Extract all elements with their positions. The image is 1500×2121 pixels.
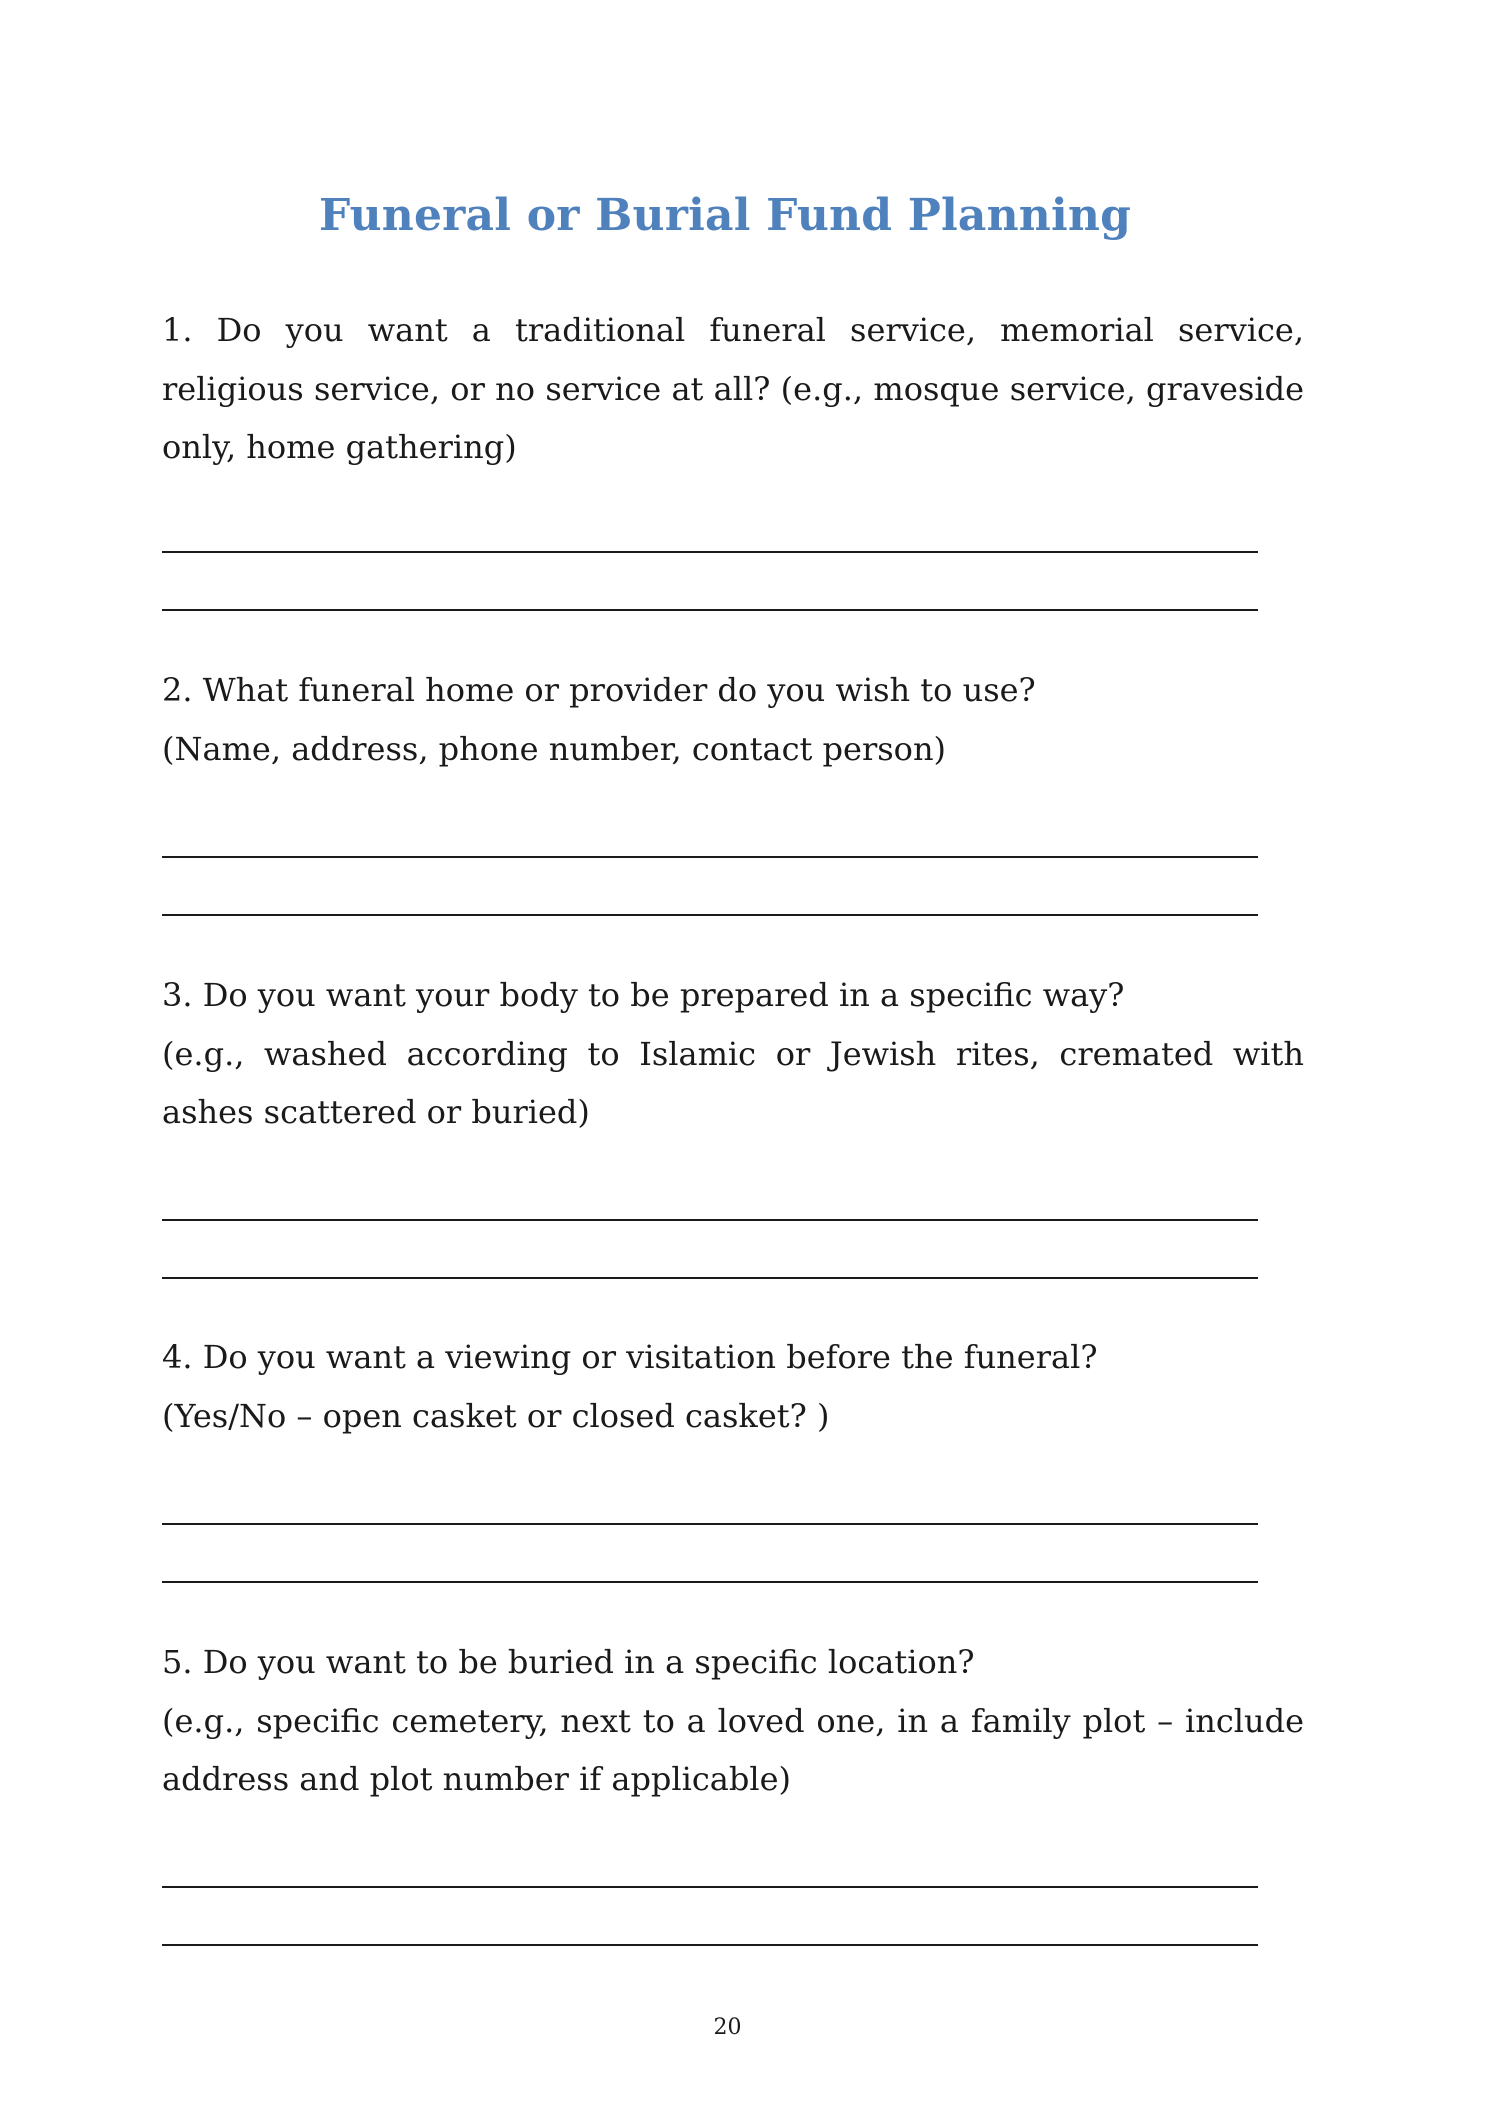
answer-line-4b[interactable] [162, 1581, 1258, 1583]
question-4 [162, 1328, 1304, 1445]
page-number: 20 [713, 2015, 742, 2040]
answer-line-2b[interactable] [162, 914, 1258, 916]
question-2 [162, 661, 1304, 778]
question-1 [162, 301, 1304, 477]
question-4-text: 4. Do you want a viewing or visitation before the funeral? [162, 1338, 1098, 1376]
answer-line-3a[interactable] [162, 1219, 1258, 1221]
answer-line-5a[interactable] [162, 1886, 1258, 1888]
question-3-text: 3. Do you want your body to be prepared in a specific way? [162, 976, 1125, 1014]
question-1-text: 1. Do you want a traditional funeral service, memorial service, religious service, or no service at all? (e.g., mosque service, graveside only, home gathering) [162, 311, 1304, 466]
question-2-text: 2. What funeral home or provider do you wish to use? [162, 671, 1036, 709]
question-5-hint: (e.g., specific cemetery, next to a loved one, in a family plot – include address and plot number if applicable) [162, 1701, 1304, 1798]
question-3 [162, 966, 1304, 1142]
page-title: Funeral or Burial Fund Planning [318, 190, 1132, 241]
answer-line-2a[interactable] [162, 856, 1258, 858]
question-3-hint: (e.g., washed according to Islamic or Jewish rites, cremated with ashes scattered or buried) [162, 1034, 1304, 1131]
answer-line-4a[interactable] [162, 1523, 1258, 1525]
answer-line-5b[interactable] [162, 1944, 1258, 1946]
question-5-text: 5. Do you want to be buried in a specific location? [162, 1643, 975, 1681]
question-2-hint: (Name, address, phone number, contact person) [162, 729, 947, 768]
answer-line-1a[interactable] [162, 551, 1258, 553]
answer-line-1b[interactable] [162, 609, 1258, 611]
question-4-hint: (Yes/No – open casket or closed casket? ) [162, 1396, 830, 1435]
question-5 [162, 1633, 1304, 1809]
answer-line-3b[interactable] [162, 1277, 1258, 1279]
